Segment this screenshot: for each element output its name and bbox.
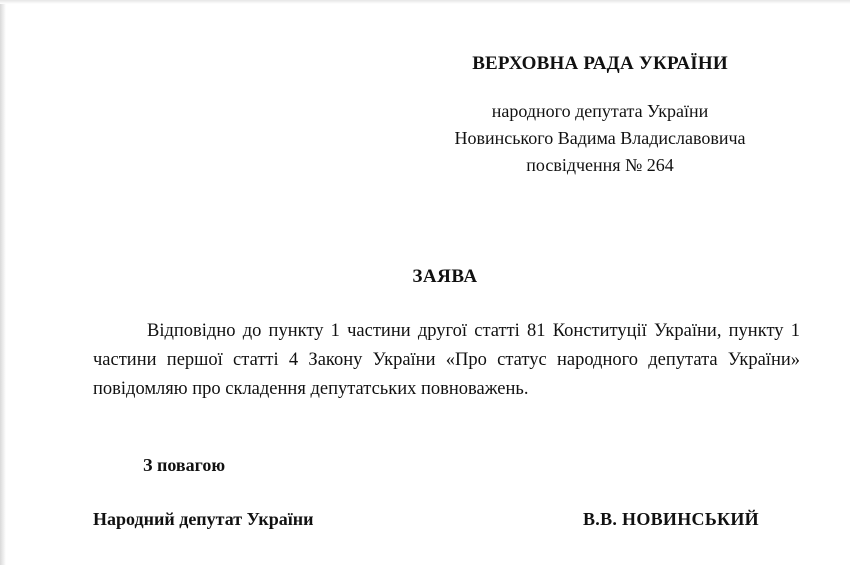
addressee-block xyxy=(400,50,800,179)
addressee-title: ВЕРХОВНА РАДА УКРАЇНИ xyxy=(472,53,728,74)
signatory-name: В.В. НОВИНСЬКИЙ xyxy=(583,509,759,529)
addressee-line-1: народного депутата України xyxy=(491,101,709,121)
page-top-shadow xyxy=(0,0,850,4)
addressee-line-2: Новинського Вадима Владиславовича xyxy=(454,128,746,148)
signatory-role: Народний депутат України xyxy=(93,509,314,529)
document-body: Відповідно до пункту 1 частини другої статті 81 Конституції України, пункту 1 частини першої статті 4 Закону України «Про статус народного депутата України» повідомляю про складення депутатських повноважень. xyxy=(93,321,800,399)
addressee-line-3: посвідчення № 264 xyxy=(526,155,674,175)
document-title: ЗАЯВА xyxy=(412,266,478,287)
closing-salutation: З повагою xyxy=(143,455,226,475)
